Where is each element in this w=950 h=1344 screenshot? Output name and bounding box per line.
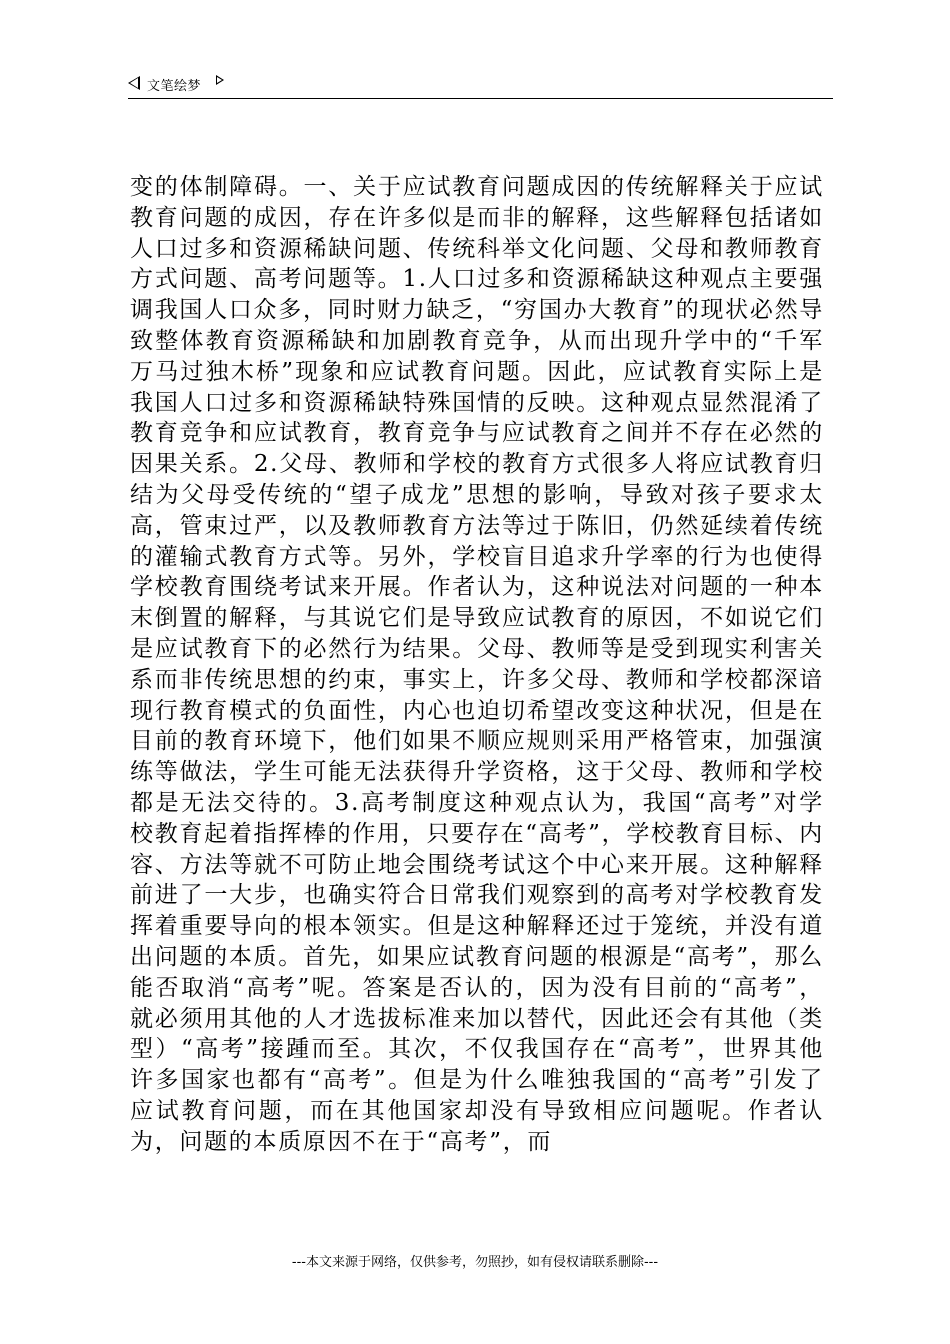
- left-triangle-icon: [128, 76, 140, 90]
- header-title: 文笔绘梦: [147, 79, 202, 94]
- page-footer: ---本文来源于网络，仅供参考，勿照抄，如有侵权请联系删除---: [291, 1255, 659, 1270]
- right-triangle-icon: [216, 75, 224, 85]
- page-header: [128, 70, 833, 99]
- body-paragraph: 变的体制障碍。一、关于应试教育问题成因的传统解释关于应试教育问题的成因，存在许多似是而非的解释，这些解释包括诸如人口过多和资源稀缺问题、传统科举文化问题、父母和教师教育方式问题、高考问题等。1.人口过多和资源稀缺这种观点主要强调我国人口众多，同时财力缺乏，“穷国办大教育”的现状必然导致整体教育资源稀缺和加剧教育竞争，从而出现升学中的“千军万马过独木桥”现象和应试教育问题。因此，应试教育实际上是我国人口过多和资源稀缺特殊国情的反映。这种观点显然混淆了教育竞争和应试教育，教育竞争与应试教育之间并不存在必然的因果关系。2.父母、教师和学校的教育方式很多人将应试教育归结为父母受传统的“望子成龙”思想的影响，导致对孩子要求太高，管束过严，以及教师教育方法等过于陈旧，仍然延续着传统的灌输式教育方式等。另外，学校盲目追求升学率的行为也使得学校教育围绕考试来开展。作者认为，这种说法对问题的一种本末倒置的解释，与其说它们是导致应试教育的原因，不如说它们是应试教育下的必然行为结果。父母、教师等是受到现实利害关系而非传统思想的约束，事实上，许多父母、教师和学校都深谙现行教育模式的负面性，内心也迫切希望改变这种状况，但是在目前的教育环境下，他们如果不顺应规则采用严格管束，加强演练等做法，学生可能无法获得升学资格，这于父母、教师和学校都是无法交待的。3.高考制度这种观点认为，我国“高考”对学校教育起着指挥棒的作用，只要存在“高考”，学校教育目标、内容、方法等就不可防止地会围绕考试这个中心来开展。这种解释前进了一大步，也确实符合日常我们观察到的高考对学校教育发挥着重要导向的根本领实。但是这种解释还过于笼统，并没有道出问题的本质。首先，如果应试教育问题的根源是“高考”，那么能否取消“高考”呢。答案是否认的，因为没有目前的“高考”，就必须用其他的人才选拔标准来加以替代，因此还会有其他（类型）“高考”接踵而至。其次，不仅我国存在“高考”，世界其他许多国家也都有“高考”。但是为什么唯独我国的“高考”引发了应试教育问题，而在其他国家却没有导致相应问题呢。作者认为，问题的本质原因不在于“高考”，而: [130, 174, 824, 1155]
